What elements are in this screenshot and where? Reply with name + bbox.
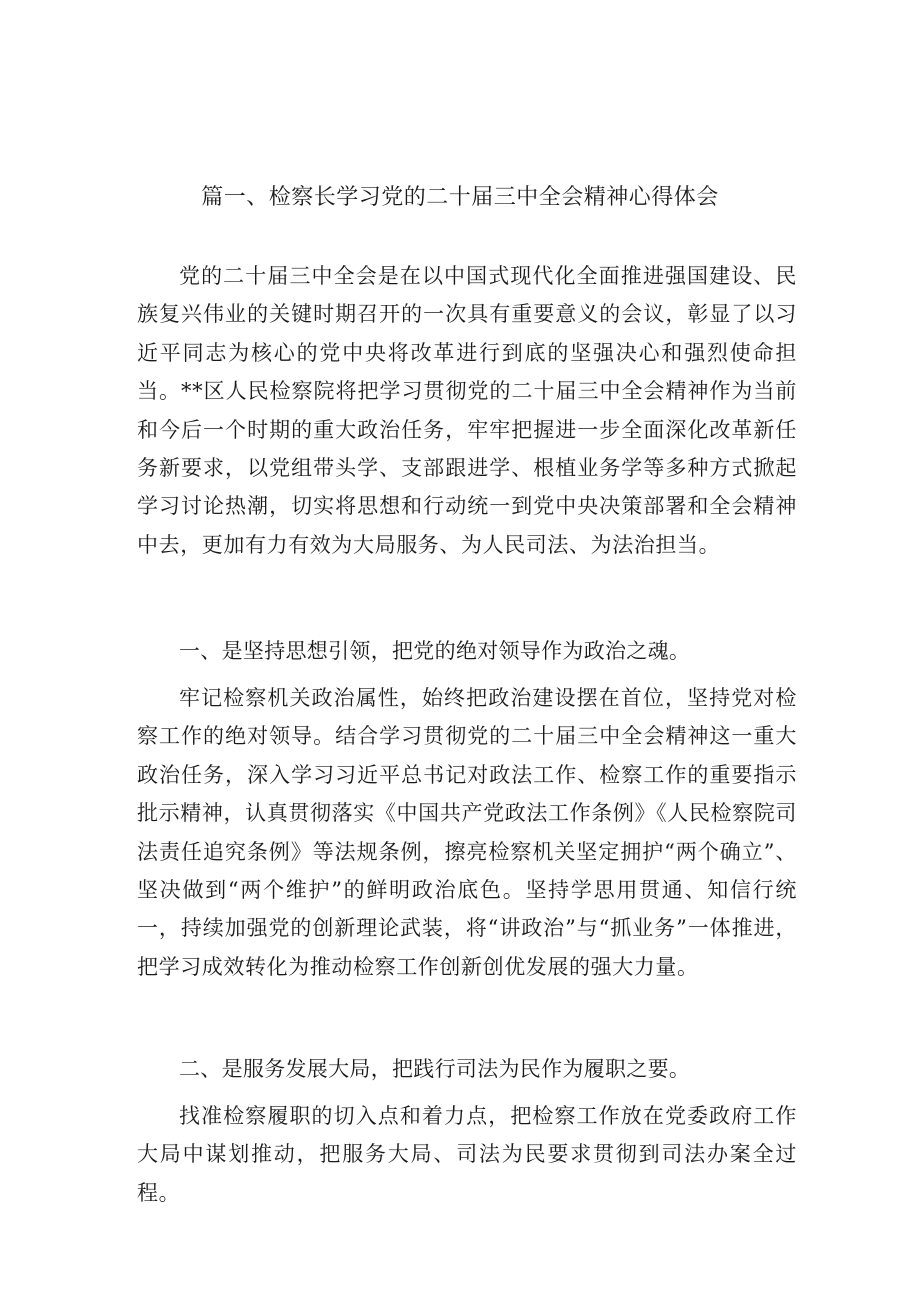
intro-paragraph: 党的二十届三中全会是在以中国式现代化全面推进强国建设、民族复兴伟业的关键时期召开的一次具有重要意义的会议，彰显了以习近平同志为核心的党中央将改革进行到底的坚强决心和强烈使命担当。**区人民检察院将把学习贯彻党的二十届三中全会精神作为当前和今后一个时期的重大政治任务，牢牢把握进一步全面深化改革新任务新要求，以党组带头学、支部跟进学、根植业务学等多种方式掀起学习讨论热潮，切实将思想和行动统一到党中央决策部署和全会精神中去，更加有力有效为大局服务、为人民司法、为法治担当。	[137, 264, 797, 557]
section-heading-1: 一、是坚持思想引领，把党的绝对领导作为政治之魂。	[179, 639, 691, 663]
section-body-2: 找准检察履职的切入点和着力点，把检察工作放在党委政府工作大局中谋划推动，把服务大局、司法为民要求贯彻到司法办案全过程。	[137, 1104, 797, 1205]
document-title: 篇一、检察长学习党的二十届三中全会精神心得体会	[201, 185, 719, 210]
section-heading-2: 二、是服务发展大局，把践行司法为民作为履职之要。	[179, 1057, 691, 1081]
section-body-1: 牢记检察机关政治属性，始终把政治建设摆在首位，坚持党对检察工作的绝对领导。结合学习贯彻党的二十届三中全会精神这一重大政治任务，深入学习习近平总书记对政法工作、检察工作的重要指示批示精神，认真贯彻落实《中国共产党政法工作条例》《人民检察院司法责任追究条例》等法规条例，擦亮检察机关坚定拥护“两个确立”、坚决做到“两个维护”的鲜明政治底色。坚持学思用贯通、知信行统一，持续加强党的创新理论武装，将“讲政治”与“抓业务”一体推进，把学习成效转化为推动检察工作创新创优发展的强大力量。	[137, 686, 797, 979]
